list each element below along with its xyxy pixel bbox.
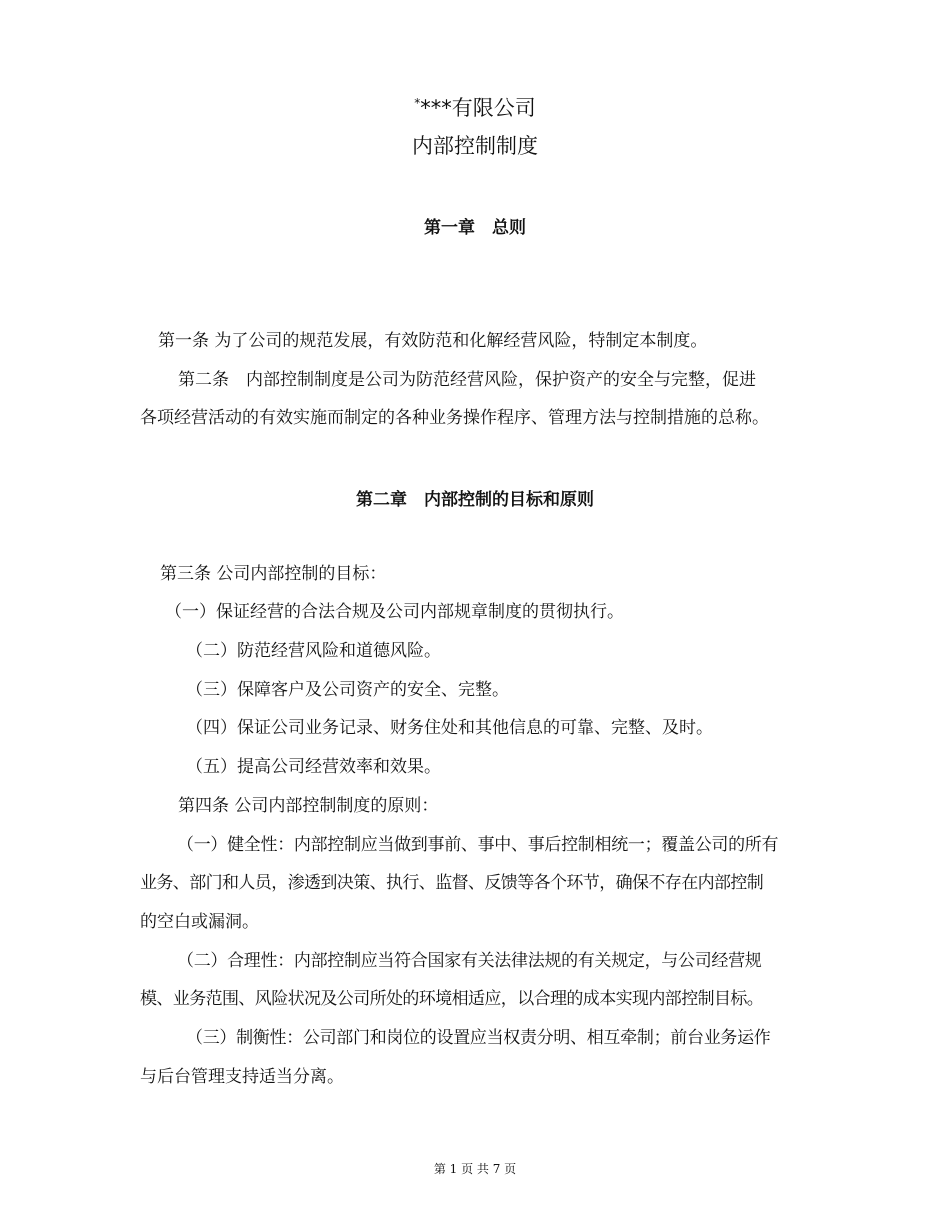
principle-3-line-1: （三）制衡性：公司部门和岗位的设置应当权责分明、相互牵制；前台业务运作 bbox=[186, 1028, 771, 1048]
article-2-line-2: 各项经营活动的有效实施而制定的各种业务操作程序、管理方法与控制措施的总称。 bbox=[140, 408, 769, 428]
principle-2-line-2: 模、业务范围、风险状况及公司所处的环境相适应，以合理的成本实现内部控制目标。 bbox=[140, 989, 764, 1009]
principle-2-line-1: （二）合理性：内部控制应当符合国家有关法律法规的有关规定，与公司经营规 bbox=[177, 951, 762, 971]
principle-1-line-1: （一）健全性：内部控制应当做到事前、事中、事后控制相统一；覆盖公司的所有 bbox=[177, 835, 779, 855]
page-footer: 第 1 页 共 7 页 bbox=[433, 1162, 517, 1176]
document-title: 内部控制制度 bbox=[412, 134, 538, 158]
principle-1-line-2: 业务、部门和人员，渗透到决策、执行、监督、反馈等各个环节，确保不存在内部控制 bbox=[140, 873, 764, 893]
principle-3-line-2: 与后台管理支持适当分离。 bbox=[140, 1067, 344, 1087]
objective-2: （二）防范经营风险和道德风险。 bbox=[186, 641, 441, 661]
title-asterisk: * bbox=[414, 96, 421, 110]
objective-5: （五）提高公司经营效率和效果。 bbox=[186, 757, 441, 777]
article-2-line-1: 第二条 内部控制制度是公司为防范经营风险，保护资产的安全与完整，促进 bbox=[178, 370, 756, 390]
article-1: 第一条 为了公司的规范发展，有效防范和化解经营风险，特制定本制度。 bbox=[158, 331, 708, 351]
objective-3: （三）保障客户及公司资产的安全、完整。 bbox=[186, 680, 509, 700]
objective-4: （四）保证公司业务记录、财务住处和其他信息的可靠、完整、及时。 bbox=[186, 718, 713, 738]
chapter-heading-2: 第二章 内部控制的目标和原则 bbox=[356, 490, 594, 510]
objective-1: （一）保证经营的合法合规及公司内部规章制度的贯彻执行。 bbox=[165, 602, 624, 622]
article-3: 第三条 公司内部控制的目标： bbox=[160, 564, 387, 584]
principle-1-line-3: 的空白或漏洞。 bbox=[140, 912, 259, 932]
article-4: 第四条 公司内部控制制度的原则： bbox=[178, 796, 439, 816]
document-title-company bbox=[0, 92, 950, 122]
company-name: ***有限公司 bbox=[420, 96, 536, 120]
chapter-heading-1: 第一章 总则 bbox=[424, 218, 526, 238]
